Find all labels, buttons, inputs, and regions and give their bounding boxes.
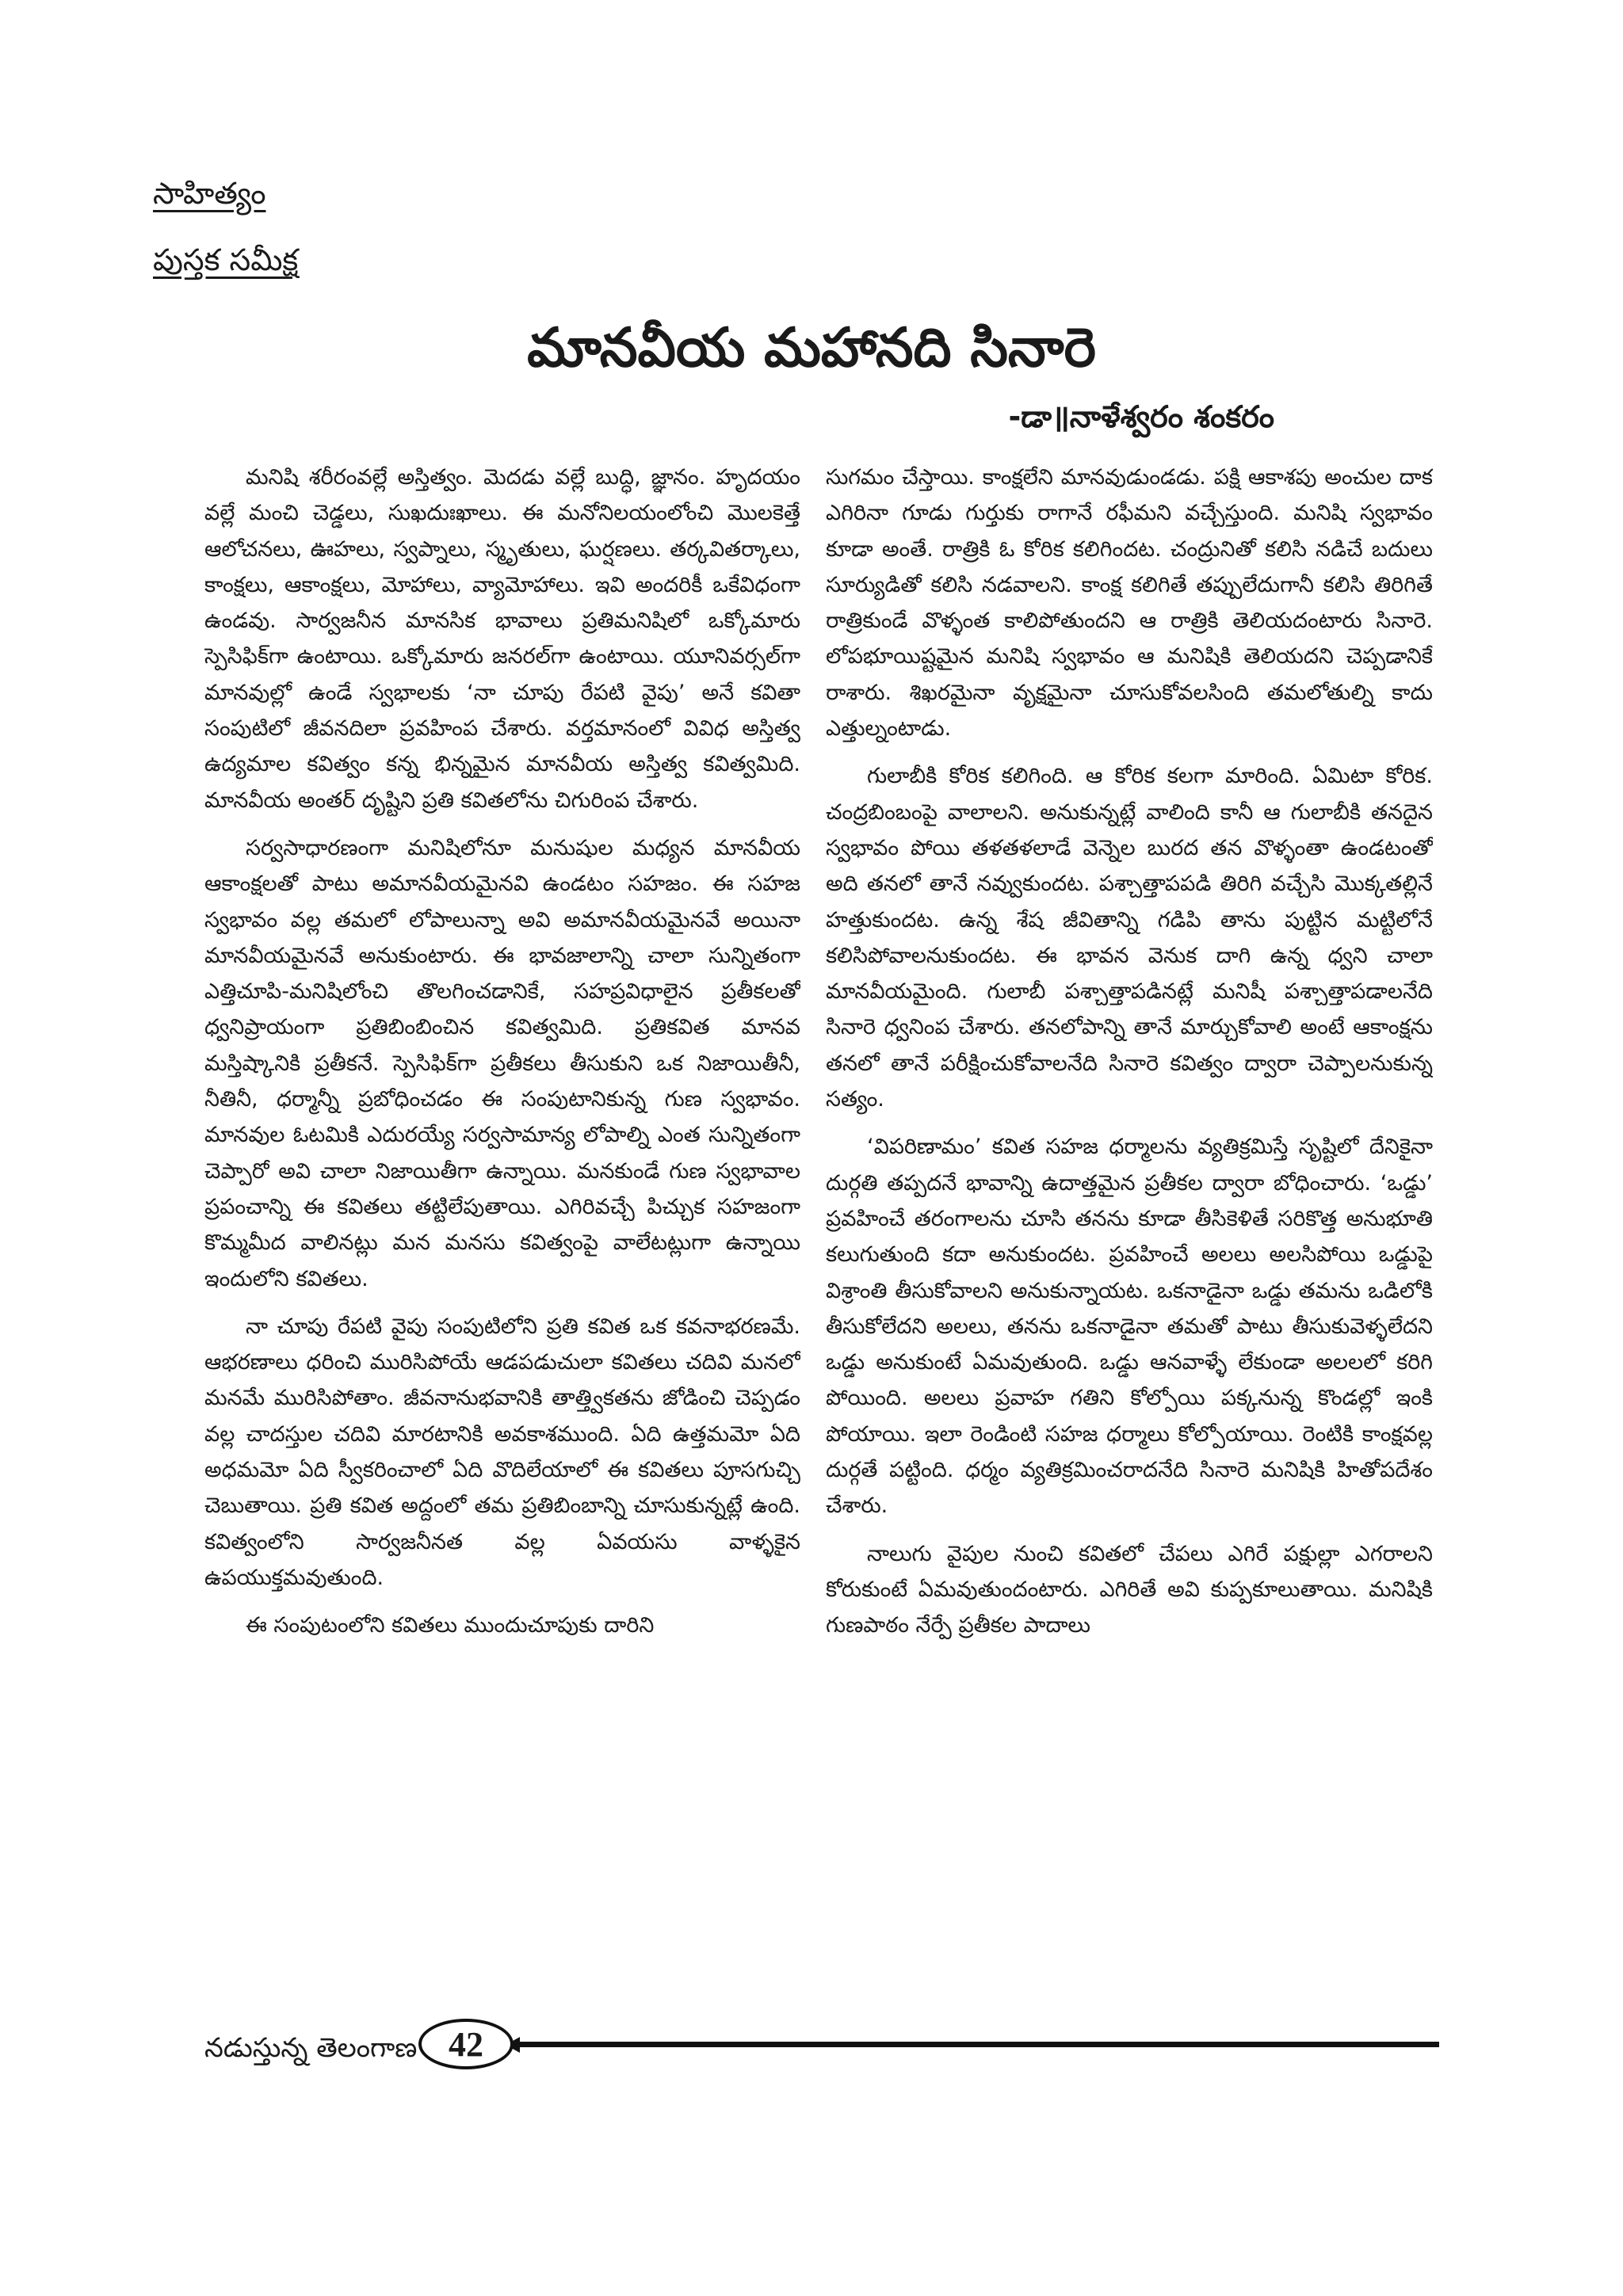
footer-divider	[512, 2042, 1439, 2047]
subsection-label: పుస్తక సమీక్ష	[153, 242, 299, 277]
paragraph: నాలుగు వైపుల నుంచి కవితలో చేపలు ఎగిరే పక్షుల్లా ఎగరాలని కోరుకుంటే ఏమవుతుందంటారు. ఎగిరితే అవి కుప్పకూలుతాయి. మనిషికి గుణపాఠం నేర్పే ప్రతీకల పాదాలు	[826, 1541, 1433, 1638]
paragraph: మనిషి శరీరంవల్లే అస్తిత్వం. మెదడు వల్లే బుద్ధి, జ్ఞానం. హృదయం వల్లే మంచి చెడ్డలు, సుఖదుఃఖాలు. ఈ మనోనిలయంలోంచి మొలకెత్తే ఆలోచనలు, ఊహలు, స్వప్నాలు, స్మృతులు, ఘర్షణలు. తర్కవితర్కాలు, కాంక్షలు, ఆకాంక్షలు, మోహాలు, వ్యామోహాలు. ఇవి అందరికీ ఒకేవిధంగా ఉండవు. సార్వజనీన మానసిక భావాలు ప్రతిమనిషిలో ఒక్కోమారు స్పెసిఫిక్‌గా ఉంటాయి. ఒక్కోమారు జనరల్‌గా ఉంటాయి. యూనివర్సల్‌గా మానవుల్లో ఉండే స్వభాలకు ‘నా చూపు రేపటి వైపు’ అనే కవితా సంపుటిలో జీవనదిలా ప్రవహింప చేశారు. వర్తమానంలో వివిధ అస్తిత్వ ఉద్యమాల కవిత్వం కన్న భిన్నమైన మానవీయ అస్తిత్వ కవిత్వమిది. మానవీయ అంతర్ దృష్టిని ప్రతి కవితలోను చిగురింప చేశారు.	[204, 465, 800, 813]
author-byline: -డా॥నాళేశ్వరం శంకరం	[1008, 399, 1274, 434]
paragraph: సర్వసాధారణంగా మనిషిలోనూ మనుషుల మధ్యన మానవీయ ఆకాంక్షలతో పాటు అమానవీయమైనవి ఉండటం సహజం. ఈ సహజ స్వభావం వల్ల తమలో లోపాలున్నా అవి అమానవీయమైనవే అయినా మానవీయమైనవే అనుకుంటారు. ఈ భావజాలాన్ని చాలా సున్నితంగా ఎత్తిచూపి-మనిషిలోంచి తొలగించడానికే, సహప్రవిధాలైన ప్రతీకలతో ధ్వనిప్రాయంగా ప్రతిబింబించిన కవిత్వమిది. ప్రతికవిత మానవ మస్తిష్కానికి ప్రతీకనే. స్పెసిఫిక్‌గా ప్రతీకలు తీసుకుని ఒక నిజాయితీనీ, నీతినీ, ధర్మాన్నీ ప్రబోధించడం ఈ సంపుటానికున్న గుణ స్వభావం. మానవుల ఓటమికి ఎదురయ్యే సర్వసామాన్య లోపాల్ని ఎంత సున్నితంగా చెప్పారో అవి చాలా నిజాయితీగా ఉన్నాయి. మనకుండే గుణ స్వభావాల ప్రపంచాన్ని ఈ కవితలు తట్టిలేపుతాయి. ఎగిరివచ్చే పిచ్చుక సహజంగా కొమ్మమీద వాలినట్లు మన మనసు కవిత్వంపై వాలేటట్లుగా ఉన్నాయి ఇందులోని కవితలు.	[204, 835, 800, 1291]
paragraph: గులాబీకి కోరిక కలిగింది. ఆ కోరిక కలగా మారింది. ఏమిటా కోరిక. చంద్రబింబంపై వాలాలని. అనుకున్నట్లే వాలింది కానీ ఆ గులాబీకి తనదైన స్వభావం పోయి తళతళలాడే వెన్నెల బురద తన వొళ్ళంతా ఉండటంతో అది తనలో తానే నవ్వుకుందట. పశ్చాత్తాపపడి తిరిగి వచ్చేసి మొక్కతల్లినే హత్తుకుందట. ఉన్న శేష జీవితాన్ని గడిపి తాను పుట్టిన మట్టిలోనే కలిసిపోవాలనుకుందట. ఈ భావన వెనుక దాగి ఉన్న ధ్వని చాలా మానవీయమైంది. గులాబీ పశ్చాత్తాపడినట్లే మనిషీ పశ్చాత్తాపడాలనేది సినారె ధ్వనింప చేశారు. తనలోపాన్ని తానే మార్చుకోవాలి అంటే ఆకాంక్షను తనలో తానే పరీక్షించుకోవాలనేది సినారె కవిత్వం ద్వారా చెప్పాలనుకున్న సత్యం.	[826, 764, 1433, 1112]
right-column	[826, 460, 1433, 2044]
paragraph: నా చూపు రేపటి వైపు సంపుటిలోని ప్రతి కవిత ఒక కవనాభరణమే. ఆభరణాలు ధరించి మురిసిపోయే ఆడపడుచులా కవితలు చదివి మనలో మనమే మురిసిపోతాం. జీవనానుభవానికి తాత్త్వికతను జోడించి చెప్పడం వల్ల చాదస్తుల చదివి మారటానికి అవకాశముంది. ఏది ఉత్తమమో ఏది అధమమో ఏది స్వీకరించాలో ఏది వొదిలేయాలో ఈ కవితలు పూసగుచ్చి చెబుతాయి. ప్రతి కవిత అద్దంలో తమ ప్రతిబింబాన్ని చూసుకున్నట్లే ఉంది. కవిత్వంలోని సార్వజనీనత వల్ల ఏవయసు వాళ్ళకైన ఉపయుక్తమవుతుంది.	[204, 1314, 800, 1590]
paragraph: సుగమం చేస్తాయి. కాంక్షలేని మానవుడుండడు. పక్షి ఆకాశపు అంచుల దాక ఎగిరినా గూడు గుర్తుకు రాగానే రఫీమని వచ్చేస్తుంది. మనిషి స్వభావం కూడా అంతే. రాత్రికి ఓ కోరిక కలిగిందట. చంద్రునితో కలిసి నడిచే బదులు సూర్యుడితో కలిసి నడవాలని. కాంక్ష కలిగితే తప్పులేదుగానీ కలిసి తిరిగితే రాత్రికుండే వొళ్ళంత కాలిపోతుందని ఆ రాత్రికి తెలియదంటారు సినారె. లోపభూయిష్టమైన మనిషి స్వభావం ఆ మనిషికి తెలియదని చెప్పడానికే రాశారు. శిఖరమైనా వృక్షమైనా చూసుకోవలసింది తమలోతుల్ని కాదు ఎత్తుల్నంటాడు.	[826, 465, 1433, 742]
article-title: మానవీయ మహానది సినారె	[527, 317, 1096, 379]
magazine-name: నడుస్తున్న తెలంగాణ	[204, 2032, 418, 2064]
paragraph: ‘విపరిణామం’ కవిత సహజ ధర్మాలను వ్యతిక్రమిస్తే సృష్టిలో దేనికైనా దుర్గతి తప్పదనే భావాన్ని ఉదాత్తమైన ప్రతీకల ద్వారా బోధించారు. ‘ఒడ్డు’ ప్రవహించే తరంగాలను చూసి తనను కూడా తీసికెళితే సరికొత్త అనుభూతి కలుగుతుంది కదా అనుకుందట. ప్రవహించే అలలు అలసిపోయి ఒడ్డుపై విశ్రాంతి తీసుకోవాలని అనుకున్నాయట. ఒకనాడైనా ఒడ్డు తమను ఒడిలోకి తీసుకోలేదని అలలు, తనను ఒకనాడైనా తమతో పాటు తీసుకువెళ్ళలేదని ఒడ్డు అనుకుంటే ఏమవుతుంది. ఒడ్డు ఆనవాళ్ళే లేకుండా అలలలో కరిగి పోయింది. అలలు ప్రవాహ గతిని కోల్పోయి పక్కనున్న కొండల్లో ఇంకి పోయాయి. ఇలా రెండింటి సహజ ధర్మాలు కోల్పోయాయి. రెంటికి కాంక్షవల్ల దుర్గతే పట్టింది. ధర్మం వ్యతిక్రమించరాదనేది సినారె మనిషికి హితోపదేశం చేశారు.	[826, 1135, 1433, 1519]
left-column	[204, 460, 800, 2044]
section-label: సాహిత్యం	[153, 176, 266, 211]
paragraph: ఈ సంపుటంలోని కవితలు ముందుచూపుకు దారిని	[246, 1613, 655, 1638]
page-number: 42	[418, 2019, 514, 2069]
